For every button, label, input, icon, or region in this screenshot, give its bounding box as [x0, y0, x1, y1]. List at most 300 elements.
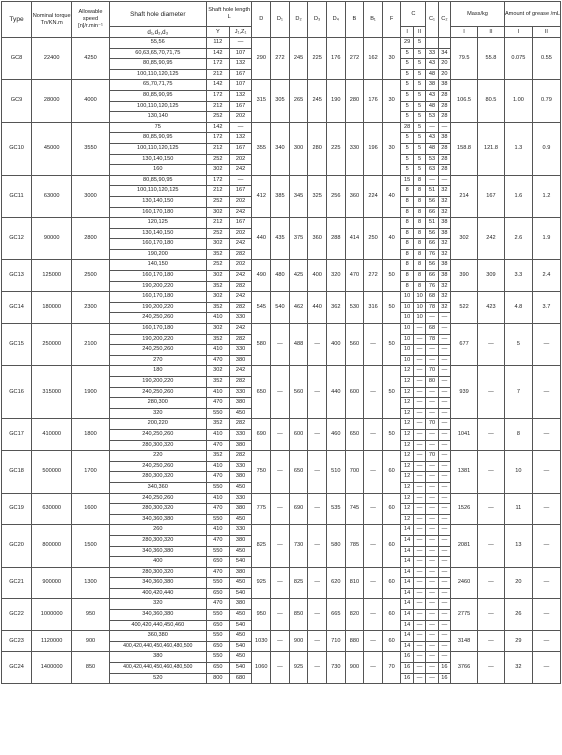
length-y-cell: 550: [206, 652, 229, 663]
torque-header: Nominal torque Tn/KN.m: [32, 2, 72, 38]
D2-cell: 900: [289, 631, 308, 652]
F-cell: 50: [382, 260, 401, 292]
c-ii-cell: —: [413, 398, 425, 409]
length-y-cell: 550: [206, 546, 229, 557]
length-y-cell: 352: [206, 377, 229, 388]
length-y-cell: 470: [206, 398, 229, 409]
c1-cell: —: [426, 588, 438, 599]
length-j-cell: 540: [229, 663, 252, 674]
mass-i-cell: 522: [451, 292, 478, 324]
diameter-cell: 80,85,90,95: [109, 175, 206, 186]
c-ii-cell: 5: [413, 90, 425, 101]
speed-cell: 900: [72, 631, 109, 652]
c-ii-cell: —: [413, 599, 425, 610]
D1-cell: —: [271, 525, 290, 567]
grease-i-cell: 5: [504, 324, 532, 366]
length-y-cell: 470: [206, 504, 229, 515]
c-i-cell: 12: [401, 398, 413, 409]
D3-cell: —: [308, 567, 327, 599]
length-j-cell: 380: [229, 535, 252, 546]
diameter-cell: 240,250,260: [109, 387, 206, 398]
c-i-cell: 14: [401, 588, 413, 599]
c1-cell: —: [426, 175, 438, 186]
diameter-cell: 80,85,90,95: [109, 90, 206, 101]
c-i-cell: 12: [401, 440, 413, 451]
mass-i-cell: 3766: [451, 652, 478, 684]
length-y-cell: 172: [206, 59, 229, 70]
D2-cell: 345: [289, 175, 308, 217]
length-j-cell: 167: [229, 101, 252, 112]
D4-cell: 400: [326, 324, 345, 366]
c-i-cell: 8: [401, 228, 413, 239]
c2-cell: 28: [438, 112, 450, 123]
grease-i-cell: 20: [504, 567, 532, 599]
c-i-cell: 14: [401, 631, 413, 642]
mass-i-subheader: I: [451, 27, 478, 38]
length-j-cell: 242: [229, 292, 252, 303]
c-i-cell: 8: [401, 186, 413, 197]
c1-cell: —: [426, 122, 438, 133]
length-y-cell: 142: [206, 80, 229, 91]
c-i-cell: 5: [401, 69, 413, 80]
c1-cell: —: [426, 493, 438, 504]
c2-cell: —: [438, 588, 450, 599]
c-i-cell: 12: [401, 408, 413, 419]
c2-cell: 38: [438, 133, 450, 144]
F-cell: 30: [382, 80, 401, 122]
diameter-cell: 190,200: [109, 249, 206, 260]
c-ii-cell: 5: [413, 165, 425, 176]
length-j-cell: 380: [229, 398, 252, 409]
c-ii-cell: 8: [413, 196, 425, 207]
D1-cell: 540: [271, 292, 290, 324]
torque-cell: 180000: [32, 292, 72, 324]
diameter-cell: 160,170,180: [109, 292, 206, 303]
grease-i-cell: 1.3: [504, 122, 532, 175]
F-cell: 70: [382, 652, 401, 684]
header-row: [2, 2, 561, 27]
length-j-cell: 282: [229, 451, 252, 462]
c1-cell: 53: [426, 112, 438, 123]
c1-cell: 48: [426, 143, 438, 154]
diameter-cell: 65,70,71,75: [109, 80, 206, 91]
B1-cell: —: [364, 419, 383, 451]
c2-cell: —: [438, 610, 450, 621]
D3-cell: —: [308, 525, 327, 567]
B-cell: 272: [345, 38, 364, 80]
grease-ii-cell: —: [532, 652, 560, 684]
length-y-cell: 172: [206, 175, 229, 186]
speed-cell: 3000: [72, 175, 109, 217]
c2-cell: 28: [438, 101, 450, 112]
length-j-cell: 330: [229, 429, 252, 440]
table-row: [2, 451, 561, 462]
c-ii-cell: —: [413, 578, 425, 589]
c-i-cell: 12: [401, 366, 413, 377]
mass-ii-cell: 423: [478, 292, 505, 324]
grease-i-cell: 3.3: [504, 260, 532, 292]
B1-cell: —: [364, 652, 383, 684]
table-row: [2, 419, 561, 430]
length-y-cell: 302: [206, 207, 229, 218]
diameter-cell: 280,300: [109, 398, 206, 409]
mass-ii-subheader: II: [478, 27, 505, 38]
D-cell: 315: [252, 80, 271, 122]
length-y-cell: 172: [206, 133, 229, 144]
c-ii-cell: —: [413, 355, 425, 366]
diameter-cell: 280,300,320: [109, 504, 206, 515]
length-y-cell: 302: [206, 271, 229, 282]
B-cell: 900: [345, 652, 364, 684]
C2-header: C₂: [438, 2, 450, 38]
D-cell: 290: [252, 38, 271, 80]
grease-ii-cell: —: [532, 493, 560, 525]
c-ii-cell: —: [413, 482, 425, 493]
speed-cell: 2300: [72, 292, 109, 324]
c1-cell: 51: [426, 218, 438, 229]
D4-cell: 176: [326, 38, 345, 80]
diameter-cell: 400,420,440,450,460,480,500: [109, 641, 206, 652]
length-y-cell: 302: [206, 292, 229, 303]
c2-cell: 32: [438, 281, 450, 292]
length-j-cell: 540: [229, 620, 252, 631]
c1-cell: —: [426, 387, 438, 398]
length-j-cell: 540: [229, 557, 252, 568]
B-cell: 330: [345, 122, 364, 175]
c-i-subheader: I: [401, 27, 413, 38]
length-y-cell: 550: [206, 631, 229, 642]
D2-cell: 245: [289, 38, 308, 80]
torque-cell: 410000: [32, 419, 72, 451]
table-row: [2, 652, 561, 663]
c-i-cell: 10: [401, 292, 413, 303]
diameter-cell: 520: [109, 673, 206, 684]
c2-cell: —: [438, 546, 450, 557]
D-cell: 545: [252, 292, 271, 324]
D-cell: 925: [252, 567, 271, 599]
mass-ii-cell: —: [478, 631, 505, 652]
length-y-cell: 212: [206, 69, 229, 80]
c-ii-cell: 8: [413, 228, 425, 239]
diameter-cell: 160,170,180: [109, 239, 206, 250]
length-j-cell: 242: [229, 366, 252, 377]
torque-cell: 22400: [32, 38, 72, 80]
length-y-cell: 410: [206, 387, 229, 398]
length-y-cell: 212: [206, 101, 229, 112]
c-ii-cell: 8: [413, 207, 425, 218]
D3-cell: —: [308, 366, 327, 419]
diameter-cell: 190,200,220: [109, 377, 206, 388]
F-cell: 50: [382, 366, 401, 419]
diameter-cell: 160,170,180: [109, 271, 206, 282]
speed-cell: 1800: [72, 419, 109, 451]
length-y-cell: 172: [206, 90, 229, 101]
diameter-cell: 340,360: [109, 482, 206, 493]
c1-cell: 78: [426, 302, 438, 313]
c-i-cell: 12: [401, 493, 413, 504]
type-cell: GC12: [2, 218, 32, 260]
c2-cell: 32: [438, 302, 450, 313]
c-i-cell: 16: [401, 673, 413, 684]
torque-cell: 900000: [32, 567, 72, 599]
diameter-cell: 240,250,260: [109, 313, 206, 324]
torque-cell: 63000: [32, 175, 72, 217]
c2-cell: —: [438, 514, 450, 525]
D4-cell: 580: [326, 525, 345, 567]
grease-ii-cell: —: [532, 525, 560, 567]
F-header: F: [382, 2, 401, 38]
D1-cell: 480: [271, 260, 290, 292]
mass-ii-cell: 242: [478, 218, 505, 260]
length-j-cell: 380: [229, 472, 252, 483]
D3-cell: 225: [308, 38, 327, 80]
c-ii-cell: —: [413, 610, 425, 621]
c-ii-cell: —: [413, 451, 425, 462]
D2-cell: 730: [289, 525, 308, 567]
c-ii-cell: 8: [413, 260, 425, 271]
c1-cell: 56: [426, 228, 438, 239]
c2-cell: —: [438, 461, 450, 472]
c1-cell: 70: [426, 419, 438, 430]
D4-cell: 256: [326, 175, 345, 217]
mass-ii-cell: 121.8: [478, 122, 505, 175]
c2-cell: —: [438, 313, 450, 324]
D2-cell: 925: [289, 652, 308, 684]
c-ii-cell: 8: [413, 281, 425, 292]
type-cell: GC24: [2, 652, 32, 684]
B-cell: 414: [345, 218, 364, 260]
length-y-cell: 302: [206, 366, 229, 377]
table-row: [2, 525, 561, 536]
B-cell: 810: [345, 567, 364, 599]
diameter-cell: 100,110,120,125: [109, 143, 206, 154]
c2-cell: —: [438, 366, 450, 377]
length-j-cell: 202: [229, 112, 252, 123]
c-ii-cell: 8: [413, 186, 425, 197]
length-y-cell: 212: [206, 186, 229, 197]
D4-cell: 665: [326, 599, 345, 631]
length-j-cell: 167: [229, 218, 252, 229]
length-j-cell: 450: [229, 482, 252, 493]
mass-ii-cell: —: [478, 599, 505, 631]
D1-cell: —: [271, 451, 290, 493]
diameter-cell: 140,150: [109, 260, 206, 271]
c1-cell: 43: [426, 90, 438, 101]
table-row: [2, 218, 561, 229]
diameter-cell: 240,250,260: [109, 345, 206, 356]
c-ii-cell: —: [413, 324, 425, 335]
torque-cell: 28000: [32, 80, 72, 122]
diameter-cell: 280,300,320: [109, 440, 206, 451]
F-cell: 50: [382, 419, 401, 451]
c1-cell: [426, 38, 438, 49]
grease-i-cell: 1.6: [504, 175, 532, 217]
length-y-cell: 352: [206, 419, 229, 430]
length-y-cell: 550: [206, 482, 229, 493]
length-j-cell: 330: [229, 387, 252, 398]
D3-cell: 280: [308, 122, 327, 175]
D2-cell: 690: [289, 493, 308, 525]
diameter-cell: 55,56: [109, 38, 206, 49]
type-cell: GC21: [2, 567, 32, 599]
D3-header: D₃: [308, 2, 327, 38]
speed-cell: 1300: [72, 567, 109, 599]
length-y-cell: 410: [206, 525, 229, 536]
diameter-cell: 240,250,260: [109, 461, 206, 472]
c-ii-cell: 5: [413, 154, 425, 165]
length-j-cell: 330: [229, 525, 252, 536]
speed-cell: 1900: [72, 366, 109, 419]
D-cell: 412: [252, 175, 271, 217]
D-cell: 355: [252, 122, 271, 175]
c1-cell: 68: [426, 292, 438, 303]
c1-cell: 51: [426, 186, 438, 197]
grease-ii-cell: 1.2: [532, 175, 560, 217]
c-ii-cell: 5: [413, 80, 425, 91]
D3-cell: —: [308, 652, 327, 684]
c2-cell: 28: [438, 90, 450, 101]
c-ii-cell: —: [413, 673, 425, 684]
length-y-cell: 410: [206, 345, 229, 356]
length-j-cell: 450: [229, 408, 252, 419]
F-cell: 60: [382, 599, 401, 631]
diameter-cell: 80,85,90,95: [109, 59, 206, 70]
diameter-cell: 60,63,65,70,71,75: [109, 48, 206, 59]
c-i-cell: 5: [401, 154, 413, 165]
speed-cell: 2100: [72, 324, 109, 366]
diameter-cell: 200,220: [109, 419, 206, 430]
D2-cell: 462: [289, 292, 308, 324]
mass-i-cell: 939: [451, 366, 478, 419]
length-j-cell: 202: [229, 154, 252, 165]
c1-cell: 76: [426, 249, 438, 260]
c-i-cell: 14: [401, 525, 413, 536]
D-header: D: [252, 2, 271, 38]
c-ii-cell: —: [413, 546, 425, 557]
diameter-cell: 130,140,150: [109, 196, 206, 207]
c-ii-cell: —: [413, 652, 425, 663]
c2-cell: 28: [438, 143, 450, 154]
c-i-cell: 5: [401, 165, 413, 176]
diameter-cell: 130,140: [109, 112, 206, 123]
mass-ii-cell: —: [478, 324, 505, 366]
diameter-cell: 100,110,120,125: [109, 69, 206, 80]
B-cell: 600: [345, 366, 364, 419]
c-ii-cell: —: [413, 419, 425, 430]
c-ii-cell: —: [413, 620, 425, 631]
length-header: Shaft hole length L: [206, 2, 252, 27]
table-row: [2, 260, 561, 271]
c-i-cell: 14: [401, 599, 413, 610]
D1-cell: 435: [271, 218, 290, 260]
c1-cell: —: [426, 345, 438, 356]
speed-header: Allowable speed [n]/r.min⁻¹: [72, 2, 109, 38]
F-cell: 60: [382, 525, 401, 567]
c2-cell: —: [438, 122, 450, 133]
D4-cell: 440: [326, 366, 345, 419]
diameter-header-label: Shaft hole diameter: [130, 10, 186, 18]
D3-cell: —: [308, 599, 327, 631]
torque-cell: 800000: [32, 525, 72, 567]
c2-cell: —: [438, 398, 450, 409]
length-j-cell: 380: [229, 440, 252, 451]
c1-cell: —: [426, 663, 438, 674]
D3-cell: —: [308, 493, 327, 525]
grease-i-cell: 2.6: [504, 218, 532, 260]
table-row: [2, 599, 561, 610]
c-i-cell: 14: [401, 546, 413, 557]
length-y-cell: 112: [206, 38, 229, 49]
D2-cell: 375: [289, 218, 308, 260]
c2-cell: —: [438, 451, 450, 462]
D3-cell: 360: [308, 218, 327, 260]
B-cell: 530: [345, 292, 364, 324]
diameter-cell: 320: [109, 408, 206, 419]
c-i-cell: 10: [401, 345, 413, 356]
B-cell: 700: [345, 451, 364, 493]
c1-cell: —: [426, 599, 438, 610]
diameter-cell: 160,170,180: [109, 324, 206, 335]
length-j-cell: 167: [229, 69, 252, 80]
diameter-header: [109, 2, 206, 27]
c2-cell: 32: [438, 186, 450, 197]
c-i-cell: 12: [401, 387, 413, 398]
B1-cell: 224: [364, 175, 383, 217]
diameter-cell: 180: [109, 366, 206, 377]
grease-ii-cell: 0.79: [532, 80, 560, 122]
torque-cell: 1120000: [32, 631, 72, 652]
mass-ii-cell: 80.5: [478, 80, 505, 122]
length-j-cell: 167: [229, 186, 252, 197]
mass-ii-cell: —: [478, 451, 505, 493]
diameter-cell: 340,360,380: [109, 546, 206, 557]
length-j-cell: 202: [229, 260, 252, 271]
length-j-cell: 132: [229, 59, 252, 70]
c-ii-cell: —: [413, 440, 425, 451]
D1-cell: —: [271, 599, 290, 631]
c2-cell: 32: [438, 207, 450, 218]
torque-cell: 90000: [32, 218, 72, 260]
c-ii-cell: —: [413, 461, 425, 472]
c1-cell: —: [426, 482, 438, 493]
c-i-cell: 8: [401, 260, 413, 271]
length-y-cell: 252: [206, 228, 229, 239]
diameter-cell: 260: [109, 525, 206, 536]
c-i-cell: 12: [401, 482, 413, 493]
D4-cell: 730: [326, 652, 345, 684]
c2-cell: 38: [438, 271, 450, 282]
c-ii-cell: —: [413, 504, 425, 515]
c1-cell: —: [426, 610, 438, 621]
c2-cell: 28: [438, 154, 450, 165]
c1-cell: —: [426, 355, 438, 366]
D-cell: 690: [252, 419, 271, 451]
grease-i-subheader: I: [504, 27, 532, 38]
grease-ii-cell: —: [532, 366, 560, 419]
length-j-cell: 107: [229, 48, 252, 59]
length-y-cell: 410: [206, 313, 229, 324]
c-ii-cell: 10: [413, 302, 425, 313]
table-row: [2, 567, 561, 578]
c-i-cell: 14: [401, 578, 413, 589]
c-i-cell: 12: [401, 419, 413, 430]
c1-cell: —: [426, 398, 438, 409]
length-j-cell: 330: [229, 313, 252, 324]
torque-cell: 315000: [32, 366, 72, 419]
c-i-cell: 10: [401, 355, 413, 366]
c1-cell: 66: [426, 239, 438, 250]
grease-ii-cell: —: [532, 631, 560, 652]
